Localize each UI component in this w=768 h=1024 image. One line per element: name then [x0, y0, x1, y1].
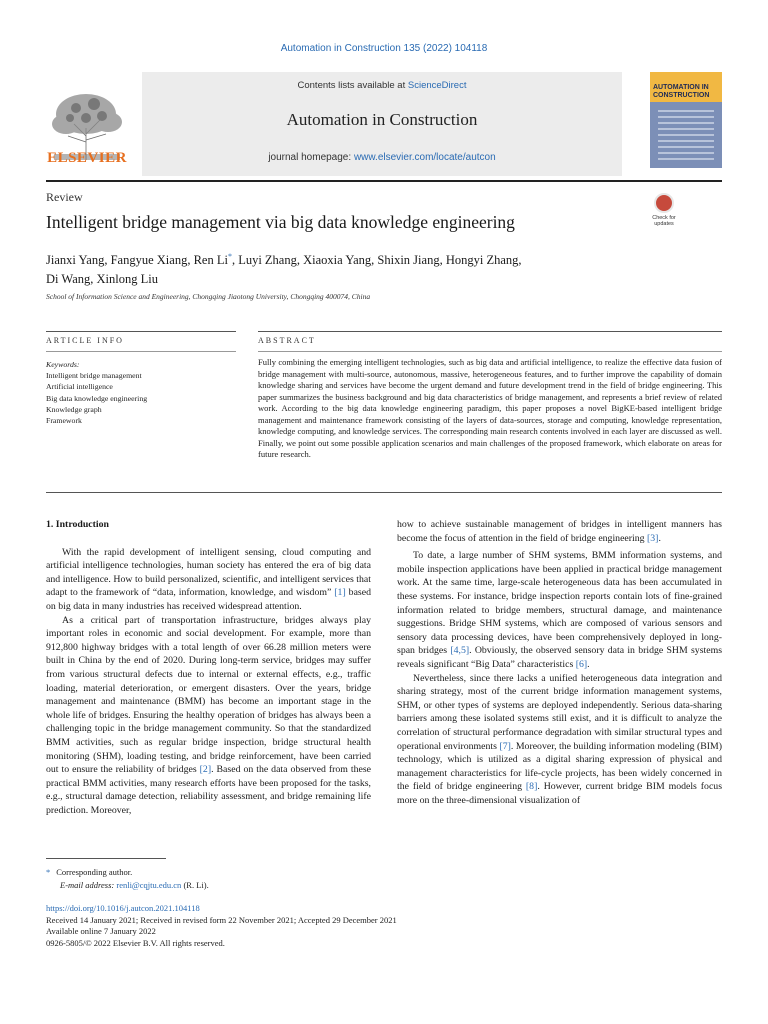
- body-column-left: [46, 518, 371, 817]
- journal-title: Automation in Construction: [286, 110, 478, 129]
- affiliation: School of Information Science and Engineering, Chongqing Jiaotong University, Chongqing 400074, China: [46, 292, 371, 301]
- footnote-marker: *: [46, 867, 51, 877]
- keywords-label: Keywords:: [46, 360, 80, 369]
- check-updates-icon: [654, 193, 674, 213]
- abstract-rule-mid: [258, 351, 722, 352]
- citation-link[interactable]: [1]: [334, 587, 346, 599]
- available-date: Available online 7 January 2022: [46, 926, 156, 936]
- footnote-rule: [46, 858, 166, 859]
- keyword-item: Knowledge graph: [46, 404, 102, 414]
- homepage-line: [142, 152, 622, 163]
- abstract-rule-top: [258, 331, 722, 332]
- info-rule-mid: [46, 351, 236, 352]
- article-type: Review: [46, 190, 83, 204]
- paragraph: Nevertheless, since there lacks a unified heterogeneous data integration and sharing strategy, most of the current bridge information management systems, SHM, or other types of systems are deployed independently. Serious data-sharing barriers among these isolated systems still exist, and it is difficult to analyze the correlation of structural performance degradation with similar structural types and operational environments [7]. Moreover, the building information modeling (BIM) technology, which is utilized as a digital sharing expression of physical and management characteristics for life-cycle projects, has been widely concerned in the field of bridge engineering [8]. However, current bridge BIM models focus more on the three-dimensional visualization of: [397, 672, 723, 806]
- check-for-updates-badge[interactable]: [650, 193, 678, 233]
- contents-prefix: Contents lists available at: [297, 80, 408, 91]
- abstract-heading: ABSTRACT: [258, 336, 316, 345]
- keywords-block: [46, 359, 236, 426]
- author-list: [46, 247, 646, 289]
- keyword-item: Big data knowledge engineering: [46, 393, 148, 403]
- corresponding-author-marker[interactable]: *: [227, 252, 232, 261]
- citation-link[interactable]: [2]: [199, 764, 212, 776]
- contents-line: [142, 80, 622, 91]
- copyright: 0926-5805/© 2022 Elsevier B.V. All rights reserved.: [46, 937, 225, 948]
- abstract-text: Fully combining the emerging intelligent technologies, such as big data and artificial intelligence, to realize the effective data fusion of bridge management with multi-source, autonomous, massive, heterogeneous features, and to further improve the capability of domain knowledge sharing and services have become the urgent demand and future development trend in the field of bridge engineering. This paper summarizes the business background and big data characteristics of bridge management, and represents a brief review of related work. According to the big data knowledge engineering paradigm, this paper proposes a novel BigKE-based intelligent bridge management and maintenance framework consisting of the layers of data-sources, storage and computing, knowledge representation, knowledge computing, and knowledge services. The corresponding main research contents involved in each layer are discussed as well. Finally, we point out some possible application scenarios and main challenges of the proposed framework, which elaborate on areas for future research.: [258, 357, 722, 459]
- sciencedirect-link[interactable]: ScienceDirect: [407, 80, 467, 91]
- citation-link[interactable]: [4,5]: [450, 645, 470, 657]
- email-link[interactable]: renli@cqjtu.edu.cn: [116, 879, 182, 890]
- homepage-link[interactable]: www.elsevier.com/locate/autcon: [353, 152, 496, 163]
- journal-citation[interactable]: Automation in Construction 135 (2022) 104118: [280, 43, 488, 54]
- cover-title: AUTOMATION IN CONSTRUCTION: [653, 84, 710, 99]
- corresponding-footnote: * Corresponding author.: [46, 867, 133, 877]
- publication-info: [46, 903, 397, 949]
- citation-link[interactable]: [6]: [575, 658, 588, 670]
- info-rule-top: [46, 331, 236, 332]
- citation-link[interactable]: [3]: [647, 532, 659, 544]
- keyword-item: Artificial intelligence: [46, 382, 113, 392]
- paragraph: how to achieve sustainable management of bridges in intelligent manners has become the focus of attention in the field of bridge engineering [3].: [397, 519, 722, 544]
- authors-line2: Di Wang, Xinlong Liu: [46, 272, 158, 287]
- journal-banner: [142, 72, 622, 176]
- article-info-heading: ARTICLE INFO: [46, 336, 124, 345]
- authors-line1-rest: , Luyi Zhang, Xiaoxia Yang, Shixin Jiang, Hongyi Zhang,: [231, 253, 522, 268]
- journal-cover-image: [650, 72, 722, 168]
- citation-link[interactable]: [8]: [525, 781, 538, 793]
- check-updates-label: Check for updates: [652, 215, 676, 227]
- homepage-prefix: journal homepage:: [268, 152, 354, 163]
- paragraph: To date, a large number of SHM systems, BMM information systems, and mobile inspection applications have been applied in practical bridge management work. At the same time, large-scale heterogeneous data has been accumulated in these systems. For instance, bridge inspection reports contain lots of fine-grained information related to bridge members, structural damage, and maintenance suggestions. Bridge SHM systems, which are composed of various sensors and sensory data processing devices, have been comprehensively deployed in long-span bridges [4,5]. Obviously, the observed sensory data in bridge SHM systems reveals significant “Big Data” characteristics [6].: [397, 550, 723, 670]
- cover-text-lines: [658, 110, 714, 160]
- elsevier-wordmark: ELSEVIER: [47, 150, 127, 166]
- citation-link[interactable]: [7]: [499, 740, 511, 752]
- masthead: [46, 72, 722, 176]
- article-title: Intelligent bridge management via big data knowledge engineering: [46, 212, 515, 232]
- doi-link[interactable]: https://doi.org/10.1016/j.autcon.2021.104118: [46, 903, 200, 913]
- footnotes: [46, 866, 209, 891]
- header-rule: [46, 180, 722, 182]
- keyword-item: Framework: [46, 416, 82, 426]
- authors-line1: Jianxi Yang, Fangyue Xiang, Ren Li: [46, 253, 228, 268]
- body-column-right: [397, 518, 722, 807]
- paragraph: As a critical part of transportation infrastructure, bridges always play important roles in economic and social development. For example, more than 912,800 highway bridges with a total length of over 66.28 million meters were built in China by the end of 2020. During long-term service, bridges may suffer from various structural defects due to internal or external effects, e.g., traffic loading, material deterioration, or emergent disasters. Over the years, bridge management and maintenance (BMM) has become an important stage in the whole life of bridges. Ensuring the healthy operation of bridges has always been a challenging topic in the bridge management community. So that the standardized BMM activities, such as regular bridge inspection, bridge structural health monitoring (SHM), loading testing, and bridge reinforcement, have been carried out to ensure the reliability of bridges [2]. Based on the data observed from these practical BMM activities, many research efforts have been proposed for the tasks, e.g., structural damage detection, reliability assessment, and bridge remaining life prediction. Moreover,: [46, 614, 371, 816]
- abstract-rule-bottom: [46, 492, 722, 493]
- email-footnote: E-mail address: renli@cqjtu.edu.cn (R. Li).: [60, 879, 209, 890]
- received-dates: Received 14 January 2021; Received in revised form 22 November 2021; Accepted 29 December 2021: [46, 914, 397, 925]
- keyword-item: Intelligent bridge management: [46, 371, 142, 381]
- paragraph: With the rapid development of intelligent sensing, cloud computing and artificial intelligence technologies, human society has entered the era of big data and intelligence. How to build personalized, scientific, and intelligent services that adapt to the framework of “data, information, knowledge, and wisdom” [1] based on big data in many industries has received widespread attention.: [46, 546, 371, 612]
- section-heading: 1. Introduction: [46, 519, 109, 530]
